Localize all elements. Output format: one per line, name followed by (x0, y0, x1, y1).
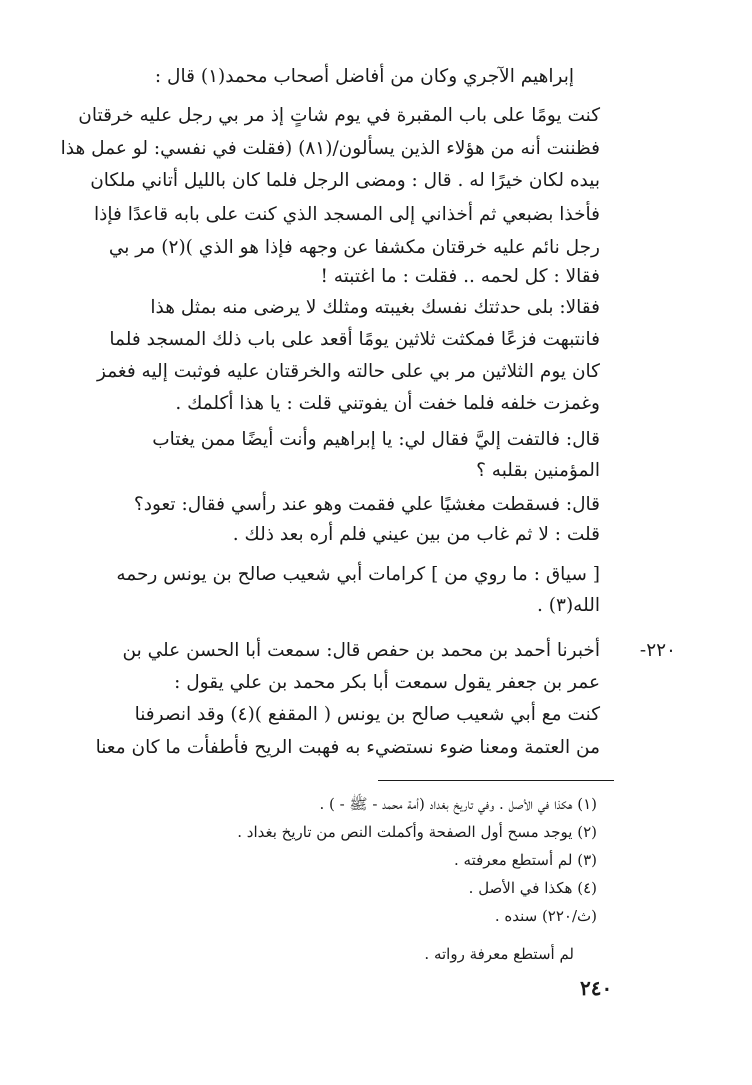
footnote: (٣) لم أستطع معرفته . (453, 851, 597, 869)
footnote-separator (378, 780, 614, 781)
text-line: قال: فالتفت إليَّ فقال لي: يا إبراهيم وأنت أيضًا ممن يغتاب (152, 429, 600, 450)
text-line: فانتبهت فزعًا فمكثت ثلاثين يومًا أقعد على باب ذلك المسجد فلما (109, 329, 600, 350)
text-line: المؤمنين بقلبه ؟ (476, 460, 600, 481)
text-line: بيده لكان خيرًا له . قال : ومضى الرجل فلما كان بالليل أتاني ملكان (90, 170, 600, 191)
text-line: قلت : لا ثم غاب من بين عيني فلم أره بعد ذلك . (232, 524, 600, 545)
footnote: لم أستطع معرفة رواته . (424, 945, 574, 963)
footnote: (٢) يوجد مسح أول الصفحة وأكملت النص من تاريخ بغداد . (237, 823, 597, 841)
footnote: (١) هكذا في الأصل . وفي تاريخ بغداد (أمة محمد - ﷺ - ) . (319, 795, 597, 813)
section-heading: [ سياق : ما روي من ] كرامات أبي شعيب صالح بن يونس رحمه (116, 564, 600, 585)
text-line: فقالا : كل لحمه .. فقلت : ما اغتبته ! (320, 266, 600, 287)
text-line: من العتمة ومعنا ضوء نستضيء به فهبت الريح فأطفأت ما كان معنا (95, 737, 600, 758)
footnote: (ث/٢٢٠) سنده . (494, 907, 597, 925)
text-line: قال: فسقطت مغشيًا علي فقمت وهو عند رأسي فقال: تعود؟ (133, 494, 600, 515)
text-line: فظننت أنه من هؤلاء الذين يسألون/(٨١) (فقلت في نفسي: لو عمل هذا (60, 138, 600, 159)
footnote: (٤) هكذا في الأصل . (468, 879, 597, 897)
text-line: فأخذا بضبعي ثم أخذاني إلى المسجد الذي كنت على بابه قاعدًا فإذا (93, 204, 600, 225)
item-number: ٢٢٠- (639, 640, 676, 661)
text-line: كنت يومًا على باب المقبرة في يوم شاتٍ إذ مر بي رجل عليه خرقتان (78, 105, 600, 126)
text-line: كنت مع أبي شعيب صالح بن يونس ( المقفع )(٤) وقد انصرفنا (134, 704, 600, 725)
text-line: أخبرنا أحمد بن محمد بن حفص قال: سمعت أبا الحسن علي بن (122, 640, 600, 661)
text-line: كان يوم الثلاثين مر بي على حالته والخرقتان عليه فوثبت إليه فغمز (97, 361, 600, 382)
text-line: فقالا: بلى حدثتك نفسك بغيبته ومثلك لا يرضى منه بمثل هذا (150, 297, 600, 318)
text-line: إبراهيم الآجري وكان من أفاضل أصحاب محمد(١) قال : (154, 66, 574, 87)
text-line: عمر بن جعفر يقول سمعت أبا بكر محمد بن علي يقول : (174, 672, 600, 693)
section-heading-cont: الله(٣) . (537, 595, 600, 616)
text-line: وغمزت خلفه فلما خفت أن يفوتني قلت : يا هذا أكلمك . (175, 393, 600, 414)
page-number: ٢٤٠ (580, 976, 613, 1000)
text-line: رجل نائم عليه خرقتان مكشفا عن وجهه فإذا هو الذي )(٢) مر بي (108, 237, 600, 258)
